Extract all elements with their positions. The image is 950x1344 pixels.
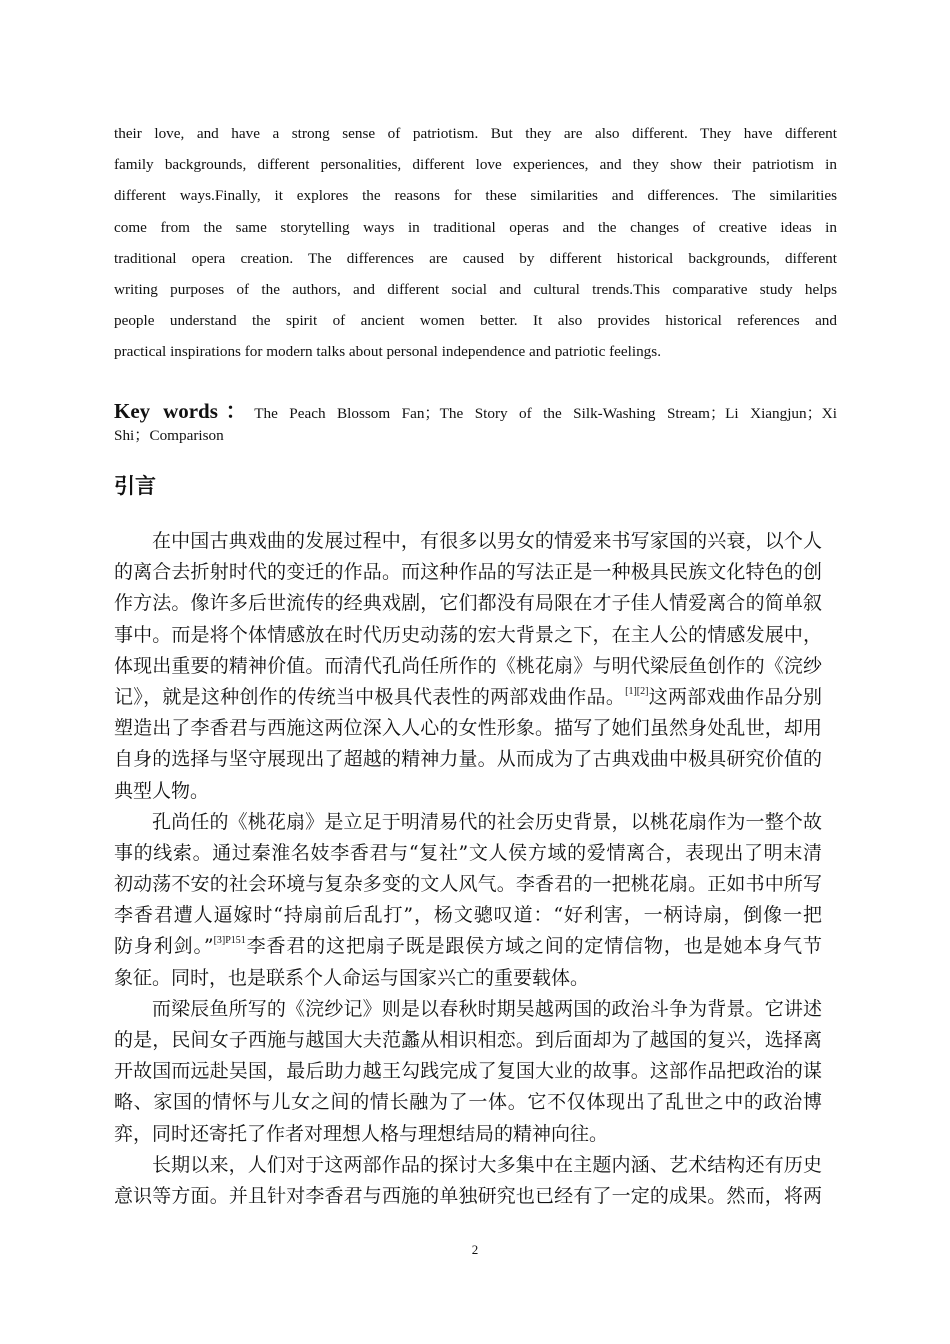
body-line-text: 在中国古典戏曲的发展过程中，有很多以男女的情爱来书写家国的兴衰，以个人 bbox=[152, 530, 822, 552]
abstract-line: writing purposes of the authors, and different social and cultural trends.This comparative study helps bbox=[114, 280, 837, 298]
body-line bbox=[114, 744, 822, 775]
body-line-text: 体现出重要的精神价值。而清代孔尚任所作的《桃花扇》与明代梁辰鱼创作的《浣纱 bbox=[114, 654, 822, 677]
abstract-line: traditional opera creation. The differences are caused by different historical backgrounds, different bbox=[114, 249, 837, 267]
body-line-text: 的离合去折射时代的变迁的作品。而这种作品的写法正是一种极具民族文化特色的创 bbox=[114, 561, 822, 584]
abstract-line: their love, and have a strong sense of patriotism. But they are also different. They have different bbox=[114, 125, 837, 142]
body-line bbox=[114, 1025, 822, 1056]
body-line bbox=[114, 1150, 822, 1181]
citation-ref: [3]P151 bbox=[213, 935, 246, 947]
body-line bbox=[114, 713, 822, 744]
body-line bbox=[114, 1087, 822, 1118]
body-line bbox=[114, 776, 822, 807]
introduction-body bbox=[114, 526, 822, 1212]
body-line bbox=[114, 869, 822, 900]
abstract-line: practical inspirations for modern talks about personal independence and patriotic feelings. bbox=[114, 343, 661, 361]
body-line-text: 开故国而远赴吴国，最后助力越王勾践完成了复国大业的故事。这部作品把政治的谋 bbox=[114, 1060, 822, 1083]
citation-ref: [1][2] bbox=[625, 685, 649, 697]
body-line bbox=[114, 838, 822, 869]
body-line bbox=[114, 931, 822, 962]
abstract-line: family backgrounds, different personalities, different love experiences, and they show their patriotism in bbox=[114, 156, 837, 174]
abstract-line: come from the same storytelling ways in traditional operas and the changes of creative ideas in bbox=[114, 218, 837, 236]
keywords-line bbox=[114, 396, 837, 426]
keywords-line: Shi；Comparison bbox=[114, 427, 224, 444]
keywords-block bbox=[114, 396, 837, 446]
abstract-line: different ways.Finally, it explores the reasons for these similarities and differences. The similarities bbox=[114, 187, 837, 205]
body-line bbox=[114, 1056, 822, 1087]
body-line-text: 记》，就是这种创作的传统当中极具代表性的两部戏曲作品。 bbox=[114, 685, 626, 708]
section-heading: 引言 bbox=[114, 474, 156, 498]
body-line bbox=[114, 900, 822, 931]
body-line-text: 李香君遭人逼嫁时“持扇前后乱打”，杨文骢叹道：“好利害，一柄诗扇，倒像一把 bbox=[114, 904, 822, 927]
body-line bbox=[114, 526, 822, 557]
body-line bbox=[114, 994, 822, 1025]
keywords-label: Key words： bbox=[114, 399, 255, 423]
body-line bbox=[114, 807, 822, 838]
body-line-text: 李香君的这把扇子既是跟侯方域之间的定情信物，也是她本身气节 bbox=[245, 935, 822, 958]
abstract-line: people understand the spirit of ancient women better. It also provides historical references and bbox=[114, 312, 837, 330]
body-line bbox=[114, 557, 822, 588]
body-line-text: 典型人物。 bbox=[114, 779, 210, 802]
body-line bbox=[114, 588, 822, 619]
body-line bbox=[114, 682, 822, 713]
body-line-text: 自身的选择与坚守展现出了超越的精神力量。从而成为了古典戏曲中极具研究价值的 bbox=[114, 748, 822, 771]
body-line bbox=[114, 1181, 822, 1212]
body-line-text: 略、家国的情怀与儿女之间的情长融为了一体。它不仅体现出了乱世之中的政治博 bbox=[114, 1091, 822, 1114]
body-line-text: 孔尚任的《桃花扇》是立足于明清易代的社会历史背景，以桃花扇作为一整个故 bbox=[152, 810, 822, 833]
body-line-text: 长期以来，人们对于这两部作品的探讨大多集中在主题内涵、艺术结构还有历史 bbox=[152, 1153, 822, 1176]
body-line-text: 作方法。像许多后世流传的经典戏剧，它们都没有局限在才子佳人情爱离合的简单叙 bbox=[114, 592, 822, 615]
body-line-text: 的是，民间女子西施与越国大夫范蠡从相识相恋。到后面却为了越国的复兴，选择离 bbox=[114, 1029, 822, 1051]
body-line-text: 而梁辰鱼所写的《浣纱记》则是以春秋时期吴越两国的政治斗争为背景。它讲述 bbox=[152, 997, 822, 1020]
keywords-text: The Peach Blossom Fan；The Story of the Silk-Washing Stream；Li Xiangjun；Xi bbox=[254, 405, 837, 422]
body-line-text: 这两部戏曲作品分别 bbox=[648, 685, 822, 708]
body-line-text: 防身利剑。” bbox=[114, 935, 214, 958]
body-line-text: 弈，同时还寄托了作者对理想人格与理想结局的精神向往。 bbox=[114, 1122, 609, 1145]
body-line-text: 意识等方面。并且针对李香君与西施的单独研究也已经有了一定的成果。然而，将两 bbox=[114, 1184, 822, 1207]
body-line bbox=[114, 1119, 822, 1150]
body-line-text: 事中。而是将个体情感放在时代历史动荡的宏大背景之下，在主人公的情感发展中， bbox=[114, 623, 822, 646]
body-line-text: 事的线索。通过秦淮名妓李香君与“复社”文人侯方域的爱情离合，表现出了明末清 bbox=[114, 841, 822, 864]
body-line bbox=[114, 620, 822, 651]
body-line bbox=[114, 963, 822, 994]
abstract-english bbox=[114, 118, 837, 368]
page-number: 2 bbox=[471, 1242, 479, 1257]
body-line-text: 初动荡不安的社会环境与复杂多变的文人风气。李香君的一把桃花扇。正如书中所写 bbox=[114, 873, 822, 896]
body-line-text: 象征。同时，也是联系个人命运与国家兴亡的重要载体。 bbox=[114, 966, 590, 989]
body-line bbox=[114, 651, 822, 682]
body-line-text: 塑造出了李香君与西施这两位深入人心的女性形象。描写了她们虽然身处乱世，却用 bbox=[114, 717, 822, 740]
